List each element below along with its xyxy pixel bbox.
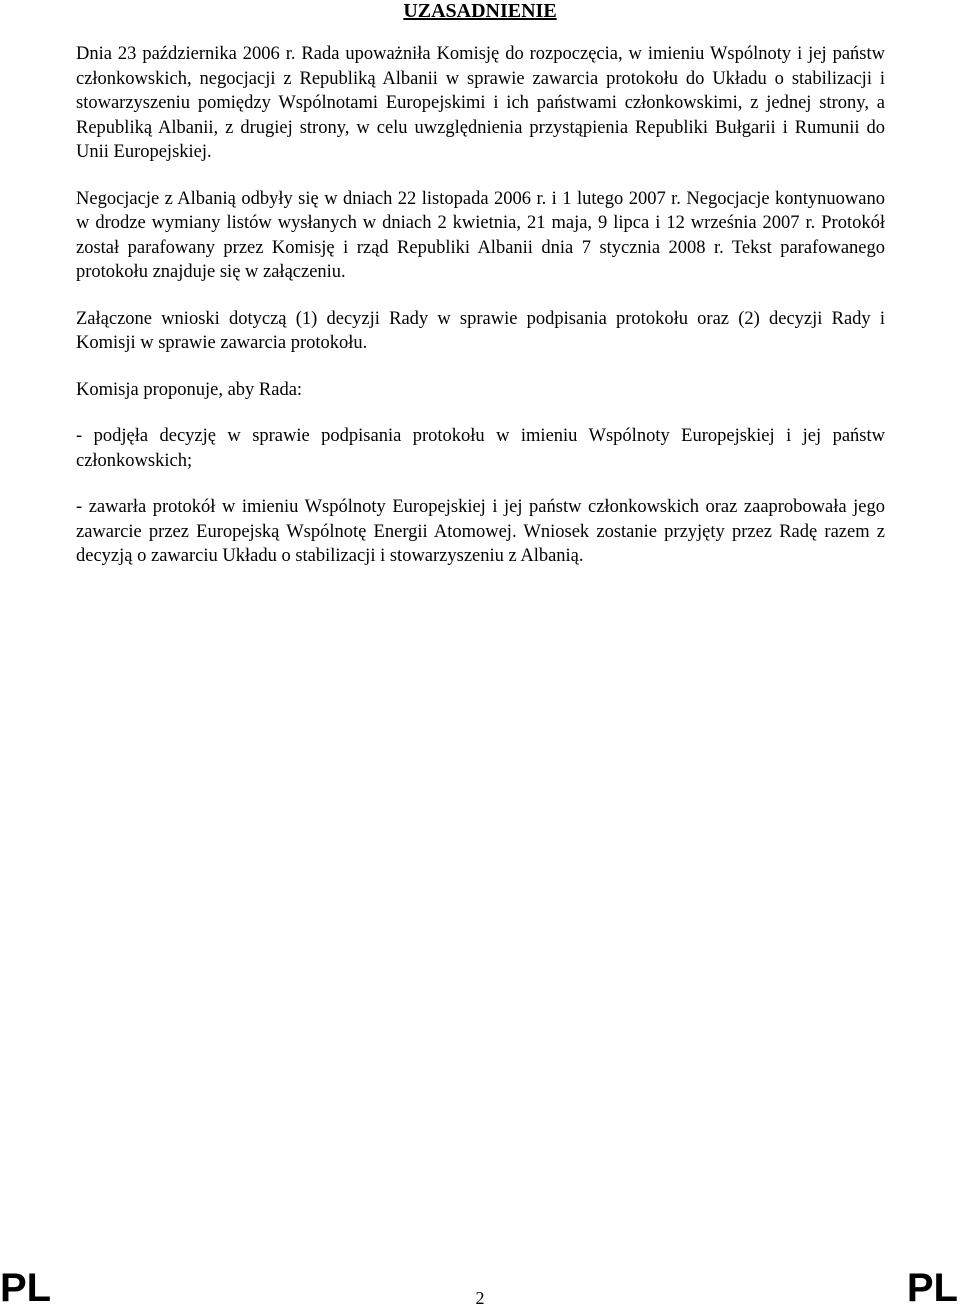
page-number: 2 (475, 1288, 485, 1308)
document-body (76, 42, 885, 590)
document-title: UZASADNIENIE (403, 0, 557, 22)
footer-language-code-left: PL (0, 1266, 52, 1310)
list-item-signing-decision: - podjęła decyzję w sprawie podpisania protokołu w imieniu Wspólnoty Europejskiej i jej państw członkowskich; (76, 426, 885, 471)
footer-language-code-right: PL (906, 1266, 958, 1310)
paragraph-negotiation-dates: Negocjacje z Albanią odbyły się w dniach 22 listopada 2006 r. i 1 lutego 2007 r. Negocjacje kontynuowano w drodze wymiany listów wysłanych w dniach 2 kwietnia, 21 maja, 9 lipca i 12 września 2007 r. Protokół został parafowany przez Komisję i rząd Republiki Albanii dnia 7 stycznia 2008 r. Tekst parafowanego protokołu znajduje się w załączeniu. (76, 188, 885, 282)
list-item-conclusion-decision: - zawarła protokół w imieniu Wspólnoty Europejskiej i jej państw członkowskich oraz zaaprobowała jego zawarcie przez Europejską Wspólnotę Energii Atomowej. Wniosek zostanie przyjęty przez Radę razem z decyzją o zawarciu Układu o stabilizacji i stowarzyszeniu z Albanią. (76, 497, 885, 566)
paragraph-negotiation-mandate: Dnia 23 października 2006 r. Rada upoważniła Komisję do rozpoczęcia, w imieniu Wspólnoty i jej państw członkowskich, negocjacji z Republiką Albanii w sprawie zawarcia protokołu do Układu o stabilizacji i stowarzyszeniu pomiędzy Wspólnotami Europejskimi i ich państwami członkowskimi, z jednej strony, a Republiką Albanii, z drugiej strony, w celu uwzględnienia przystąpienia Republiki Bułgarii i Rumunii do Unii Europejskiej. (76, 44, 885, 162)
paragraph-attached-proposals: Załączone wnioski dotyczą (1) decyzji Rady w sprawie podpisania protokołu oraz (2) decyzji Rady i Komisji w sprawie zawarcia protokołu. (76, 308, 885, 353)
paragraph-commission-proposes: Komisja proponuje, aby Rada: (76, 379, 303, 400)
